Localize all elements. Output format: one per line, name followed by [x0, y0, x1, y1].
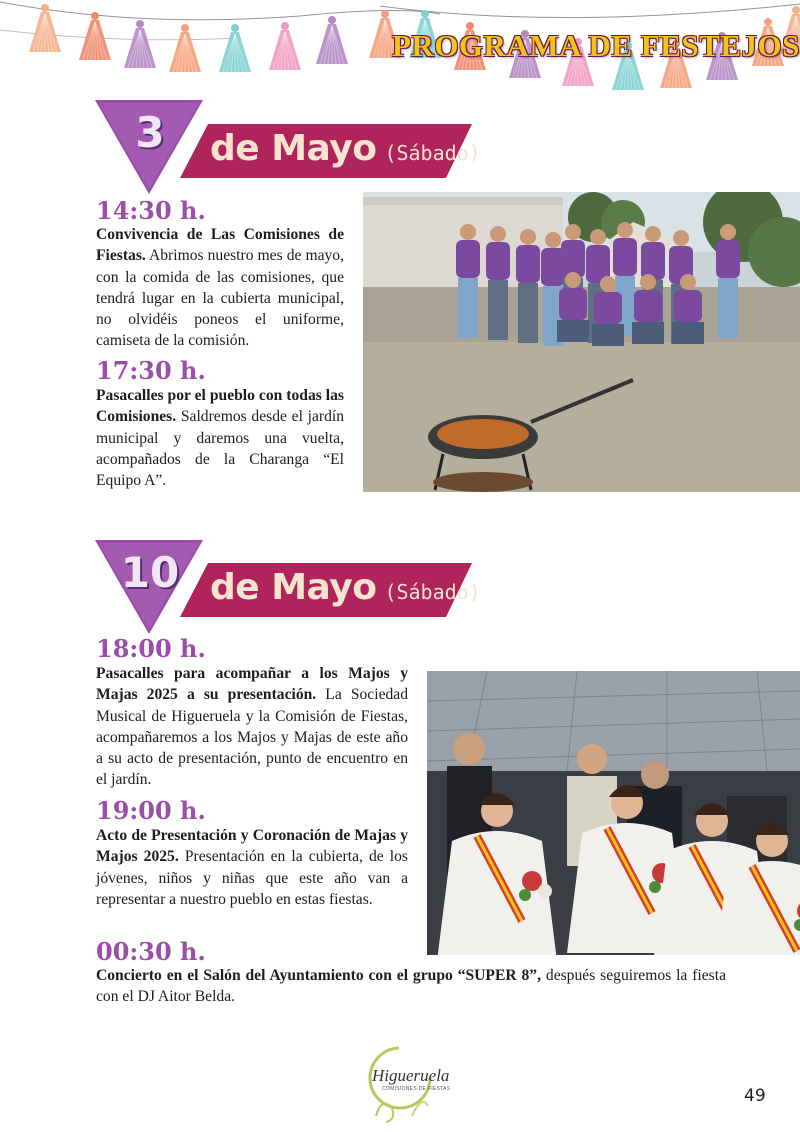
tassel	[316, 16, 348, 64]
tassel	[269, 22, 301, 70]
event-description	[96, 224, 344, 352]
event-description	[96, 965, 726, 1008]
weekday-label: (Sábado)	[384, 580, 481, 604]
event-title: Convivencia de Las Comisiones de Fiestas.	[96, 226, 344, 265]
page-title: PROGRAMA DE FESTEJOS	[392, 28, 800, 63]
logo-name: Higueruela	[372, 1066, 450, 1085]
event-text: Abrimos nuestro mes de mayo, con la comida de las comisiones, que tendrá lugar en la cubierta municipal, no olvidéis poneos el uniforme, camiseta de la comisión.	[96, 247, 344, 350]
event-title: Pasacalles por el pueblo con todas las Comisiones.	[96, 387, 344, 426]
event-description	[96, 825, 408, 910]
tassel	[169, 24, 201, 72]
event-time: 19:00 h.	[96, 796, 206, 825]
event-text: Presentación en la cubierta, de los jóvenes, niños y niñas que este año van a representar a nuestro pueblo en estas fiestas.	[96, 848, 408, 908]
event-time: 14:30 h.	[96, 196, 206, 225]
person	[516, 229, 540, 343]
event-text: después seguiremos la fiesta con el DJ Aitor Belda.	[96, 967, 726, 1006]
event-description	[96, 663, 408, 791]
tassel	[79, 12, 111, 60]
person	[716, 224, 740, 338]
month-label: de Mayo	[210, 567, 377, 608]
day-number: 10	[120, 548, 180, 597]
event-text: La Sociedad Musical de Higueruela y la Comisión de Fiestas, acompañaremos a los Majos y Majas de este año a su acto de presentación, punto de encuentro en el jardín.	[96, 686, 409, 789]
tassel	[219, 24, 251, 72]
month-banner-10	[180, 563, 481, 618]
day-number: 3	[135, 108, 165, 157]
logo-subtitle: COMISIONES DE FIESTAS	[382, 1086, 451, 1092]
person	[486, 226, 510, 340]
tassel	[124, 20, 156, 68]
event-title: Concierto en el Salón del Ayuntamiento con el grupo “SUPER 8”,	[96, 967, 541, 984]
event-time: 18:00 h.	[96, 634, 206, 663]
event-time: 17:30 h.	[96, 356, 206, 385]
photo-commissions-group	[363, 192, 800, 492]
event-text: Saldremos desde el jardín municipal y daremos una vuelta, acompañados de la Charanga “El Equipo A”.	[96, 408, 344, 490]
event-title: Pasacalles para acompañar a los Majos y Majas 2025 a su presentación.	[96, 665, 408, 704]
person	[456, 224, 480, 338]
photo-majas-coronation	[427, 671, 800, 955]
event-time: 00:30 h.	[96, 937, 206, 966]
event-description	[96, 385, 344, 491]
month-banner-3	[180, 124, 481, 179]
higueruela-logo	[362, 1046, 451, 1124]
page-number: 49	[744, 1086, 766, 1106]
month-label: de Mayo	[210, 128, 377, 169]
event-title: Acto de Presentación y Coronación de Majas y Majos 2025.	[96, 827, 408, 866]
weekday-label: (Sábado)	[384, 141, 481, 165]
